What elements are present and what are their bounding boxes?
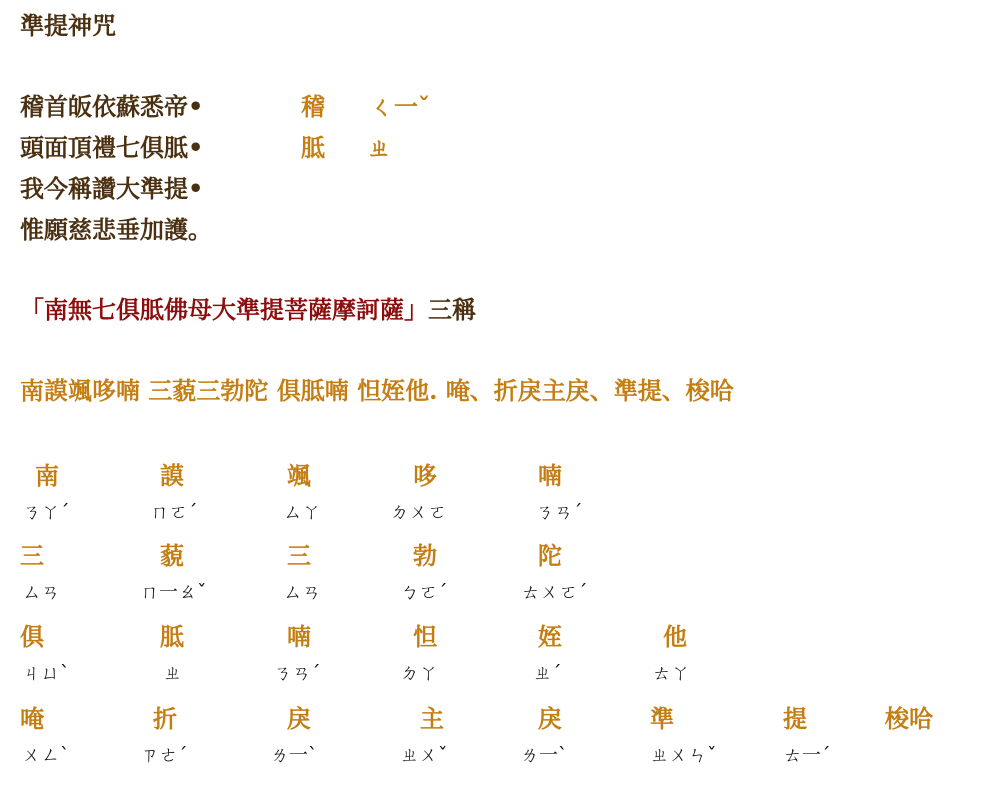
pron-char: 俱 [20, 622, 44, 651]
pron-char: 陀 [538, 541, 562, 570]
pron-char: 喃 [538, 461, 562, 490]
pron-zhuyin: ㄇ一ㄠˇ [140, 581, 207, 603]
pron-char: 三 [20, 541, 44, 570]
note-zhuyin-1: ㄑ一ˇ [370, 92, 430, 121]
pron-char: 姪 [538, 622, 562, 651]
pron-zhuyin: ㄅㄛˊ [400, 581, 448, 603]
pron-zhuyin: ㄨㄥˋ [22, 744, 70, 766]
note-char-1: 稽 [301, 92, 325, 121]
pron-char: 梭哈 [885, 704, 933, 733]
pron-char: 胝 [160, 622, 184, 651]
note-char-2: 胝 [301, 133, 325, 162]
pron-char: 颯 [287, 461, 311, 490]
pron-char: 他 [663, 622, 687, 651]
pron-zhuyin: ㄙㄢ [22, 581, 61, 603]
pron-zhuyin: ㄋㄢˊ [273, 662, 321, 684]
pron-char: 準 [650, 704, 674, 733]
pron-zhuyin: ㄓˊ [533, 662, 562, 684]
pron-char: 唵 [20, 704, 44, 733]
pron-zhuyin: ㄐㄩˋ [22, 662, 70, 684]
pron-zhuyin: ㄌ一ˋ [270, 744, 318, 766]
pron-zhuyin: ㄋㄢˊ [535, 501, 583, 523]
pron-zhuyin: ㄓㄨˇ [400, 744, 448, 766]
pron-char: 喃 [287, 622, 311, 651]
pron-char: 折 [153, 704, 177, 733]
page-title: 準提神咒 [20, 11, 116, 40]
homage-suffix: 三稱 [428, 295, 476, 324]
pron-zhuyin: ㄓㄨㄣˇ [650, 744, 717, 766]
verse-line-4: 惟願慈悲垂加護。 [20, 215, 212, 244]
pron-char: 提 [783, 704, 807, 733]
pron-zhuyin: ㄓ [163, 662, 183, 684]
pron-zhuyin: ㄊㄚ [652, 662, 691, 684]
pron-char: 怛 [413, 622, 437, 651]
verse-line-3: 我今稱讚大準提• [20, 174, 204, 203]
pron-zhuyin: ㄙㄢ [283, 581, 322, 603]
pron-zhuyin: ㄉㄨㄛ [390, 501, 448, 523]
pron-zhuyin: ㄋㄚˊ [22, 501, 70, 523]
pron-zhuyin: ㄌ一ˋ [520, 744, 568, 766]
pron-char: 戾 [287, 704, 311, 733]
pron-char: 三 [287, 541, 311, 570]
pron-char: 藐 [160, 541, 184, 570]
pron-zhuyin: ㄗㄜˊ [140, 744, 188, 766]
mantra-line: 南謨颯哆喃 三藐三勃陀 俱胝喃 怛姪他. 唵、折戾主戾、準提、梭哈 [20, 376, 734, 405]
pron-zhuyin: ㄊ一ˊ [783, 744, 831, 766]
pron-char: 哆 [413, 461, 437, 490]
pron-zhuyin: ㄇㄛˊ [150, 501, 198, 523]
pron-char: 戾 [538, 704, 562, 733]
homage-quoted: 「南無七俱胝佛母大準提菩薩摩訶薩」 [20, 295, 428, 324]
homage-line [20, 292, 476, 328]
pron-char: 謨 [160, 461, 184, 490]
pron-char: 南 [35, 461, 59, 490]
pron-zhuyin: ㄙㄚ [283, 501, 322, 523]
verse-line-1: 稽首皈依蘇悉帝• [20, 92, 204, 121]
pron-zhuyin: ㄊㄨㄛˊ [521, 581, 588, 603]
pron-char: 勃 [413, 541, 437, 570]
note-zhuyin-2: ㄓ [367, 133, 391, 162]
pron-char: 主 [420, 704, 444, 733]
verse-line-2: 頭面頂禮七俱胝• [20, 133, 204, 162]
pron-zhuyin: ㄉㄚ [400, 662, 439, 684]
